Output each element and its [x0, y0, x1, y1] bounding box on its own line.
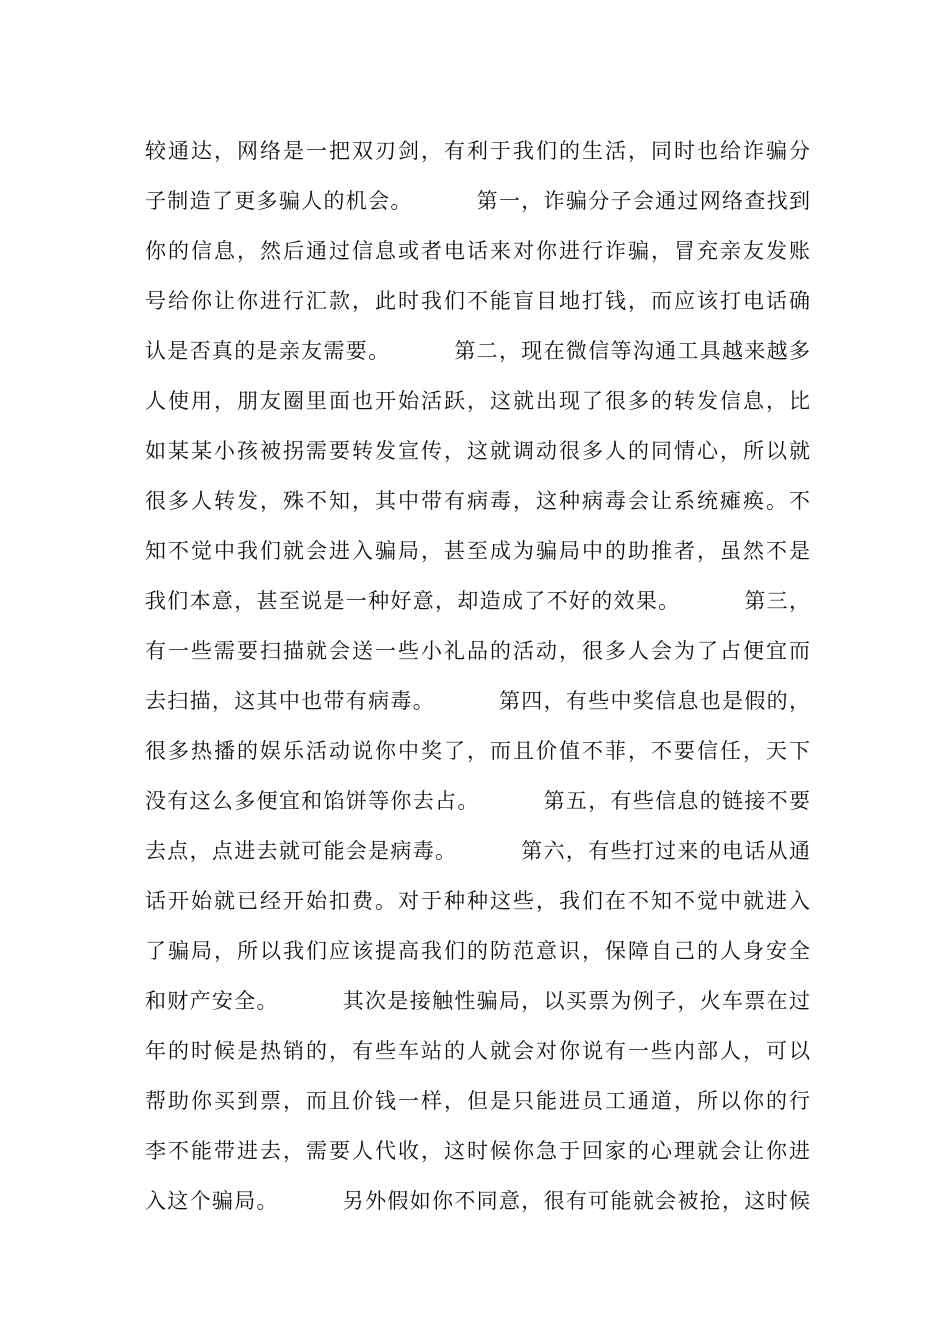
- text-line: 去扫描，这其中也带有病毒。 第四，有些中奖信息也是假的，: [145, 689, 810, 713]
- text-line: 我们本意，甚至说是一种好意，却造成了不好的效果。 第三，: [145, 589, 810, 613]
- text-line: 很多人转发，殊不知，其中带有病毒，这种病毒会让系统瘫痪。不: [145, 489, 810, 513]
- text-line: 很多热播的娱乐活动说你中奖了，而且价值不菲，不要信任，天下: [145, 739, 810, 763]
- text-line: 去点，点进去就可能会是病毒。 第六，有些打过来的电话从通: [145, 839, 810, 863]
- text-line: 有一些需要扫描就会送一些小礼品的活动，很多人会为了占便宜而: [145, 639, 810, 663]
- text-line: 年的时候是热销的，有些车站的人就会对你说有一些内部人，可以: [145, 1039, 810, 1063]
- text-line: 号给你让你进行汇款，此时我们不能盲目地打钱，而应该打电话确: [145, 289, 810, 313]
- text-line: 较通达，网络是一把双刃剑，有利于我们的生活，同时也给诈骗分: [145, 139, 810, 163]
- text-line: 话开始就已经开始扣费。对于种种这些，我们在不知不觉中就进入: [145, 889, 810, 913]
- text-line: 子制造了更多骗人的机会。 第一，诈骗分子会通过网络查找到: [145, 189, 810, 213]
- text-line: 帮助你买到票，而且价钱一样，但是只能进员工通道，所以你的行: [145, 1089, 810, 1113]
- text-line: 入这个骗局。 另外假如你不同意，很有可能就会被抢，这时候: [145, 1189, 810, 1213]
- text-line: 知不觉中我们就会进入骗局，甚至成为骗局中的助推者，虽然不是: [145, 539, 810, 563]
- text-line: 你的信息，然后通过信息或者电话来对你进行诈骗，冒充亲友发账: [145, 239, 810, 263]
- body-text: [145, 126, 810, 1226]
- text-line: 和财产安全。 其次是接触性骗局，以买票为例子，火车票在过: [145, 989, 810, 1013]
- text-line: 认是否真的是亲友需要。 第二，现在微信等沟通工具越来越多: [145, 339, 810, 363]
- text-line: 人使用，朋友圈里面也开始活跃，这就出现了很多的转发信息，比: [145, 389, 810, 413]
- text-line: 如某某小孩被拐需要转发宣传，这就调动很多人的同情心，所以就: [145, 439, 810, 463]
- text-line: 李不能带进去，需要人代收，这时候你急于回家的心理就会让你进: [145, 1139, 810, 1163]
- text-line: 了骗局，所以我们应该提高我们的防范意识，保障自己的人身安全: [145, 939, 810, 963]
- text-line: 没有这么多便宜和馅饼等你去占。 第五，有些信息的链接不要: [145, 789, 810, 813]
